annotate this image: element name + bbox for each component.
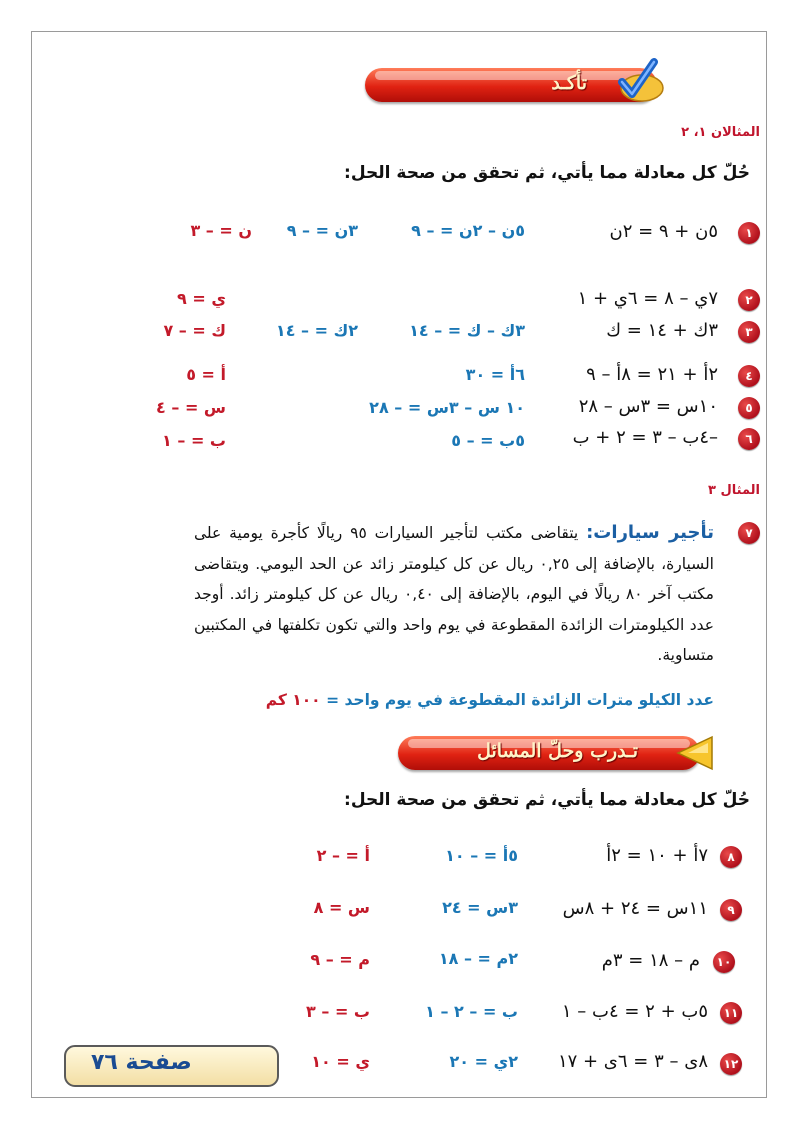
- exercise-number: ١١: [720, 1002, 742, 1024]
- instruction-2: حُلّ كل معادلة مما يأتي، ثم تحقق من صحة الحل:: [344, 790, 750, 810]
- practice-heading: تـدرب وحلّ المسائل: [477, 740, 638, 762]
- exercise-equation: ٢أ + ٢١ = ٨أ – ٩: [586, 364, 718, 385]
- solution-step: ٢ي = ٢٠: [449, 1052, 518, 1071]
- solution-step: ٥ب = – ٥: [451, 431, 525, 450]
- arrow-icon: [672, 734, 716, 772]
- problem-title: تأجير سيارات:: [586, 522, 714, 543]
- solution-step: ٢ك = – ١٤: [275, 321, 358, 340]
- solution-step: ٣س = ٢٤: [442, 898, 518, 917]
- page-number: صفحة ٧٦: [91, 1050, 192, 1075]
- exercise-equation: ٣ك + ١٤ = ك: [606, 320, 718, 341]
- exercise-number: ٥: [738, 397, 760, 419]
- solution-step: ٢م = – ١٨: [438, 949, 518, 968]
- exercise-number: ١٠: [713, 951, 735, 973]
- solution-step: ٥أ = – ١٠: [445, 846, 518, 865]
- solution-step: ب = – ٢ – ١: [425, 1002, 518, 1021]
- word-problem: [194, 518, 714, 671]
- exercise-number: ٧: [738, 522, 760, 544]
- instruction-1: حُلّ كل معادلة مما يأتي، ثم تحقق من صحة الحل:: [344, 163, 750, 183]
- solution-step: ٣ن = – ٩: [286, 221, 358, 240]
- solution-answer: ب = – ٣: [306, 1002, 370, 1021]
- exercise-equation: ٥ب + ٢ = ٤ب – ١: [561, 1001, 708, 1022]
- exercise-equation: ١٠س = ٣س – ٢٨: [578, 396, 718, 417]
- solution-step: ٦أ = ٣٠: [465, 365, 525, 384]
- exercise-number: ٣: [738, 321, 760, 343]
- exercise-equation: ١١س = ٢٤ + ٨س: [562, 898, 708, 919]
- examples-label: المثالان ١، ٢: [681, 125, 760, 140]
- exercise-number: ١٢: [720, 1053, 742, 1075]
- exercise-equation: ٥ن + ٩ = ٢ن: [609, 221, 718, 242]
- example-3-label: المثال ٣: [708, 483, 760, 498]
- solution-step: ١٠ س – ٣س = – ٢٨: [369, 398, 525, 417]
- exercise-number: ٩: [720, 899, 742, 921]
- exercise-equation: م – ١٨ = ٣م: [601, 950, 700, 971]
- exercise-number: ٤: [738, 365, 760, 387]
- solution-answer: أ = – ٢: [316, 846, 370, 865]
- check-pencil-icon: [612, 56, 666, 106]
- exercise-number: ٦: [738, 428, 760, 450]
- solution-answer: ب = – ١: [162, 431, 226, 450]
- exercise-equation: ٧ي – ٨ = ٦ي + ١: [577, 288, 718, 309]
- check-heading: تأكـد: [551, 72, 587, 94]
- problem-text: يتقاضى مكتب لتأجير السيارات ٩٥ ريالًا كأجرة يومية على السيارة، بالإضافة إلى ٠,٢٥ ريال عن كل كيلومتر زائد عن الحد اليومي. ويتقاضى مكتب آخر ٨٠ ريالًا في اليوم، بالإضافة إلى ٠,٤٠ ريال عن كل كيلومتر زائد. أوجد عدد الكيلومترات الزائدة المقطوعة في يوم واحد والتي تكون تكلفتها في المكتبين متساوية.: [194, 524, 714, 664]
- solution-answer: أ = ٥: [186, 365, 226, 384]
- solution-answer: ي = ٩: [177, 289, 226, 308]
- exercise-number: ١: [738, 222, 760, 244]
- exercise-equation: –٤ب – ٣ = ٢ + ب: [572, 427, 718, 448]
- solution-step: ٣ك – ك = – ١٤: [409, 321, 525, 340]
- solution-answer: م = – ٩: [310, 950, 370, 969]
- exercise-equation: ٧أ + ١٠ = ٢أ: [606, 845, 708, 866]
- solution-answer: ك = – ٧: [163, 321, 226, 340]
- problem-answer: [266, 691, 714, 709]
- exercise-number: ٢: [738, 289, 760, 311]
- exercise-number: ٨: [720, 846, 742, 868]
- answer-value: ١٠٠ كم: [265, 691, 321, 709]
- answer-text: عدد الكيلو مترات الزائدة المقطوعة في يوم واحد =: [326, 691, 714, 709]
- solution-answer: ن = – ٣: [190, 221, 252, 240]
- solution-answer: س = ٨: [313, 898, 370, 917]
- solution-answer: س = – ٤: [156, 398, 226, 417]
- page-number-box: [64, 1045, 279, 1087]
- exercise-equation: ٨ى – ٣ = ٦ى + ١٧: [557, 1051, 708, 1072]
- practice-banner: [398, 736, 700, 770]
- solution-step: ٥ن – ٢ن = – ٩: [411, 221, 525, 240]
- solution-answer: ي = ١٠: [311, 1052, 370, 1071]
